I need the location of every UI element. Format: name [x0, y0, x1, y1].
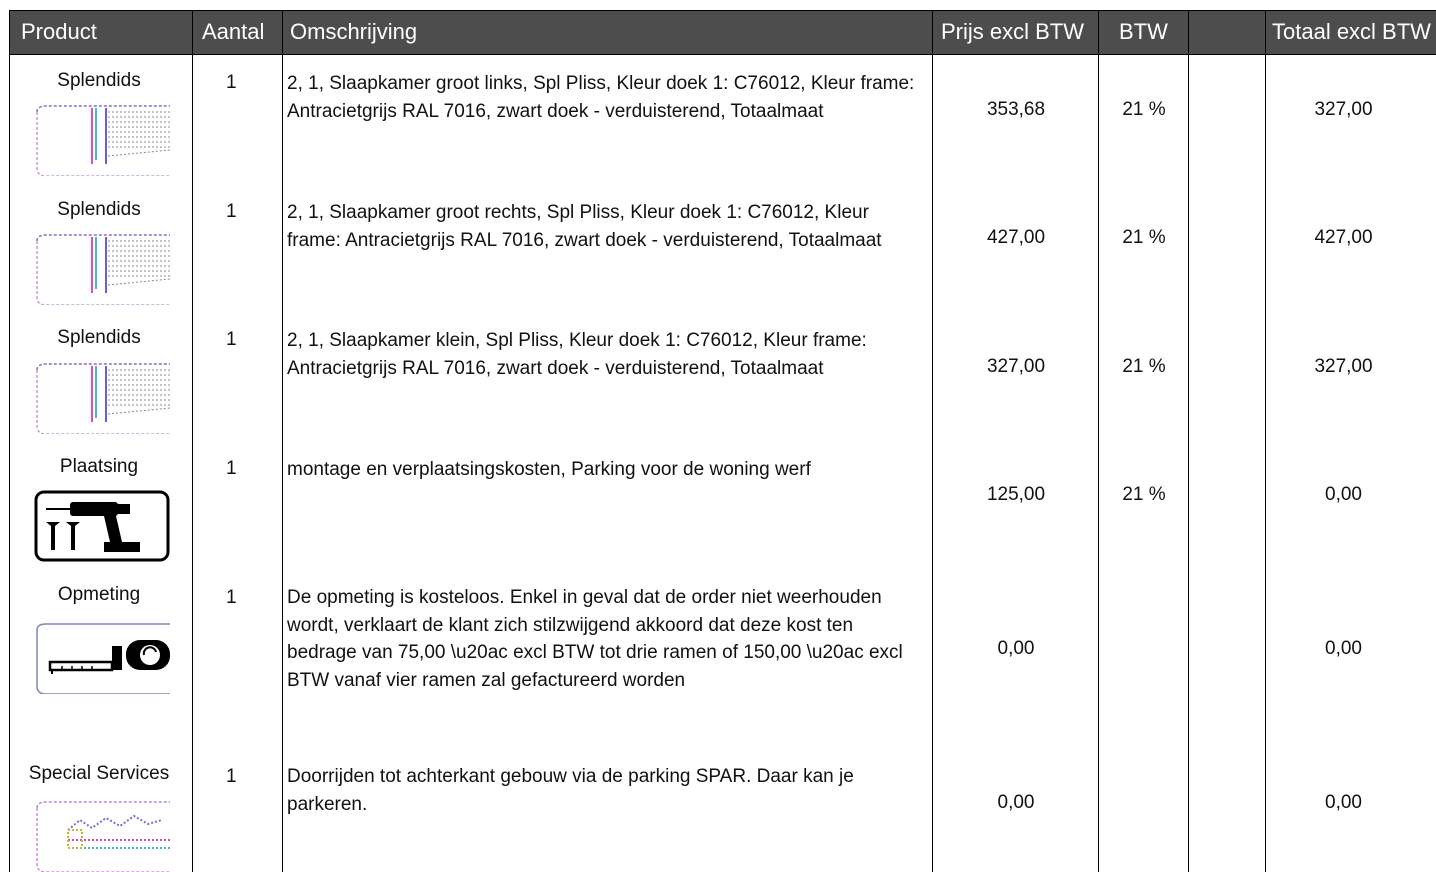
line-total: 327,00	[1314, 99, 1373, 120]
product-name: Splendids	[57, 199, 141, 220]
product-name: Splendids	[57, 70, 141, 91]
price: 125,00	[986, 484, 1046, 505]
header-description: Omschrijving	[282, 10, 933, 54]
line-total: 0,00	[1325, 484, 1362, 505]
description: montage en verplaatsingskosten, Parking voor de woning werf	[287, 459, 811, 480]
pleated-blind-icon	[34, 104, 170, 176]
line-total: 0,00	[1325, 792, 1362, 813]
header-extra	[1189, 10, 1266, 54]
description: 2, 1, Slaapkamer groot rechts, Spl Pliss, Kleur doek 1: C76012, Kleur frame: Antracietgrijs RAL 7016, zwart doek - verduisterend, Totaalmaat	[287, 202, 882, 251]
grid-line	[1098, 10, 1099, 872]
price: 0,00	[997, 638, 1035, 659]
line-total: 0,00	[1325, 638, 1362, 659]
special-services-icon	[34, 800, 170, 872]
vat-rate: 21 %	[1122, 484, 1166, 505]
grid-line	[9, 10, 10, 872]
line-total: 427,00	[1314, 227, 1373, 248]
vat-rate: 21 %	[1122, 99, 1166, 120]
product-name: Plaatsing	[59, 456, 139, 477]
quantity: 1	[226, 587, 237, 608]
quantity: 1	[226, 329, 237, 350]
grid-line	[1265, 10, 1266, 872]
description: 2, 1, Slaapkamer groot links, Spl Pliss, Kleur doek 1: C76012, Kleur frame: Antracietgrijs RAL 7016, zwart doek - verduisterend, Totaalmaat	[287, 73, 915, 122]
grid-line	[1188, 10, 1189, 872]
quantity: 1	[226, 458, 237, 479]
description: 2, 1, Slaapkamer klein, Spl Pliss, Kleur doek 1: C76012, Kleur frame: Antracietgrijs RAL 7016, zwart doek - verduisterend, Totaalmaat	[287, 330, 867, 379]
vat-rate: 21 %	[1122, 227, 1166, 248]
header-vat: BTW	[1099, 10, 1189, 54]
tape-measure-icon	[34, 622, 170, 694]
header-total: Totaal excl BTW	[1266, 10, 1436, 54]
grid-line	[932, 10, 933, 872]
header-quantity: Aantal	[192, 10, 282, 54]
grid-line	[9, 54, 1436, 55]
header-product: Product	[9, 10, 192, 54]
grid-line	[192, 10, 193, 872]
price: 0,00	[997, 792, 1035, 813]
quantity: 1	[226, 201, 237, 222]
grid-line	[9, 10, 1436, 11]
description: Doorrijden tot achterkant gebouw via de parking SPAR. Daar kan je parkeren.	[287, 766, 854, 815]
price: 327,00	[986, 356, 1046, 377]
price: 353,68	[986, 99, 1046, 120]
product-name: Opmeting	[57, 584, 141, 605]
quantity: 1	[226, 72, 237, 93]
quantity: 1	[226, 766, 237, 787]
vat-rate: 21 %	[1122, 356, 1166, 377]
grid-line	[282, 10, 283, 872]
product-name: Splendids	[57, 327, 141, 348]
line-total: 327,00	[1314, 356, 1373, 377]
drill-icon	[34, 490, 170, 562]
description: De opmeting is kosteloos. Enkel in geval dat de order niet weerhouden wordt, verklaart de klant zich stilzwijgend akkoord dat deze kost ten bedrage van 75,00 \u20ac excl BTW tot drie ramen of 150,00 \u20ac excl BTW vanaf vier ramen zal gefactureerd worden	[287, 587, 903, 691]
pleated-blind-icon	[34, 233, 170, 305]
product-name: Special Services	[28, 763, 170, 784]
price: 427,00	[986, 227, 1046, 248]
header-price: Prijs excl BTW	[933, 10, 1099, 54]
pleated-blind-icon	[34, 362, 170, 434]
